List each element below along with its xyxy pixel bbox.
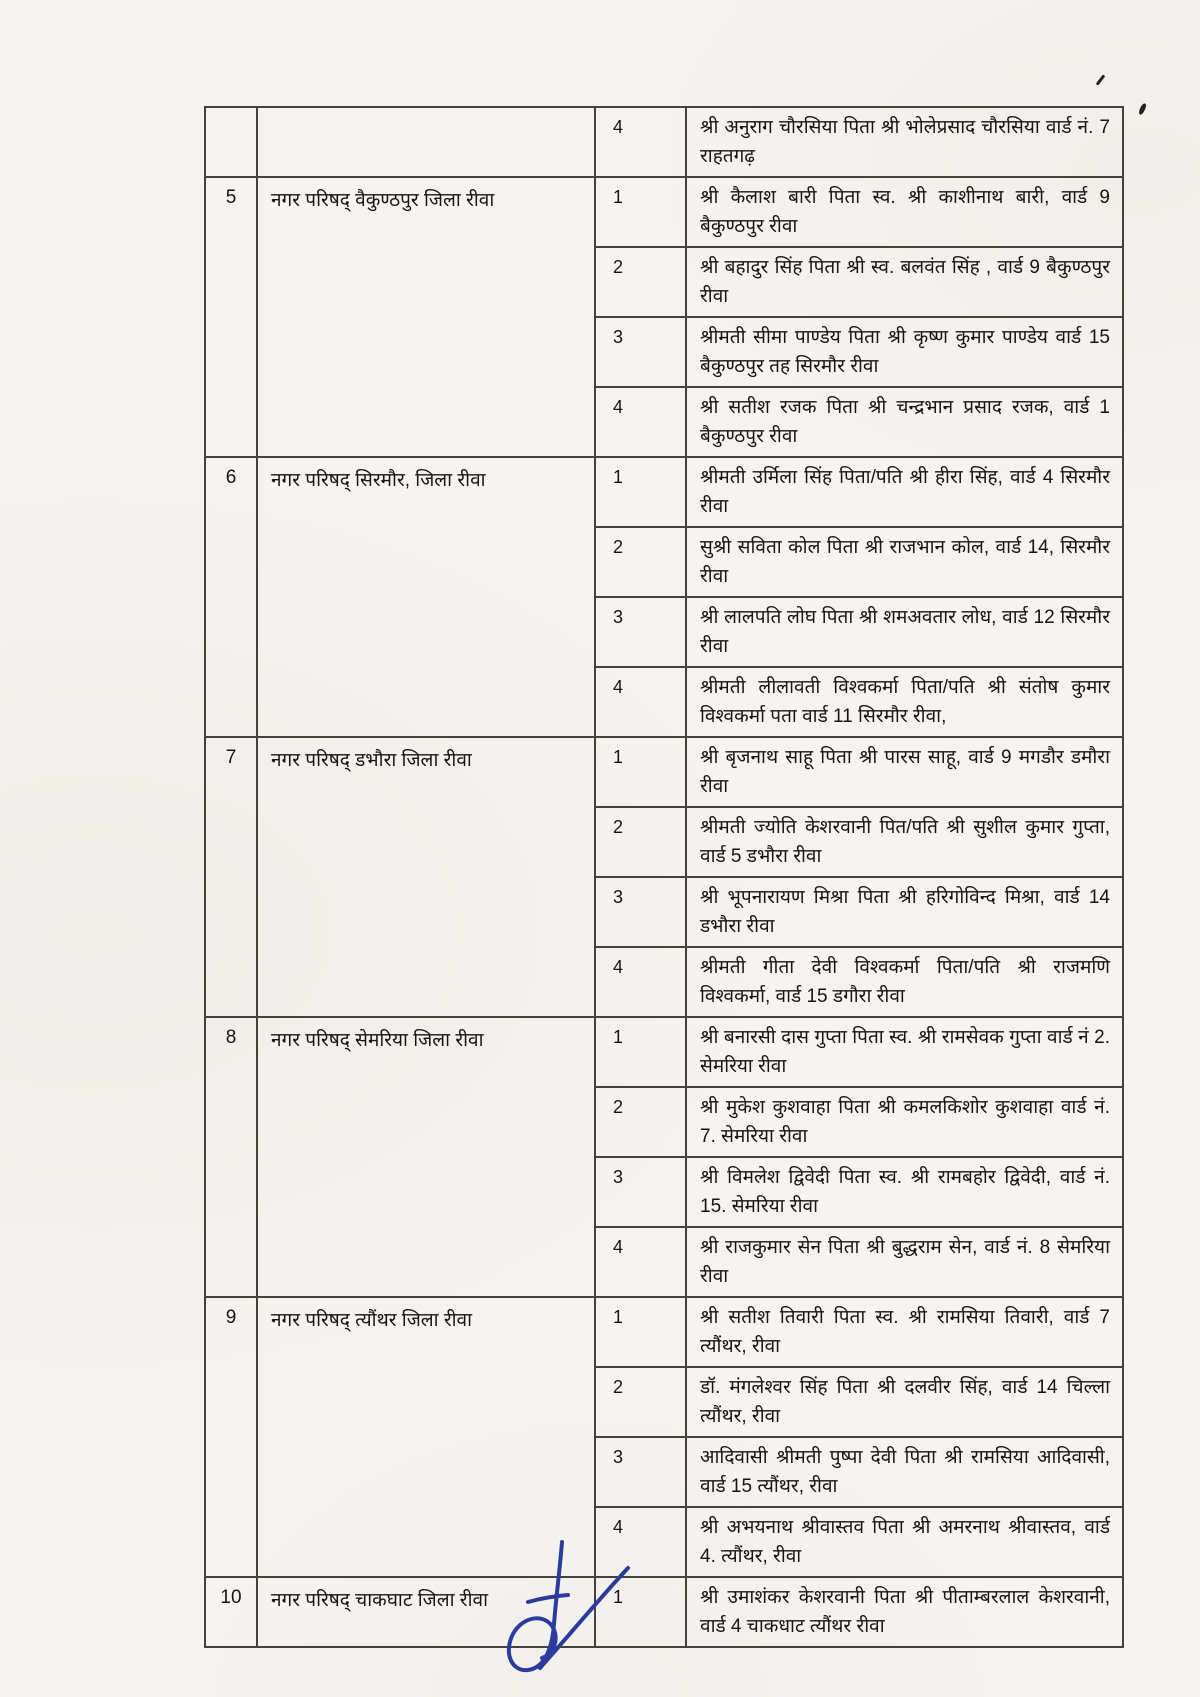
serial-cell: 6 bbox=[205, 457, 257, 737]
table-row bbox=[205, 737, 1123, 807]
member-no-cell: 3 bbox=[595, 317, 686, 387]
member-text-cell: श्रीमती गीता देवी विश्वकर्मा पिता/पति श्री राजमणि विश्वकर्मा, वार्ड 15 डगौरा रीवा bbox=[686, 947, 1123, 1017]
council-cell: नगर परिषद् डभौरा जिला रीवा bbox=[257, 737, 595, 1017]
member-no-cell: 1 bbox=[595, 737, 686, 807]
member-text-cell: श्री मुकेश कुशवाहा पिता श्री कमलकिशोर कुशवाहा वार्ड नं. 7. सेमरिया रीवा bbox=[686, 1087, 1123, 1157]
council-cell bbox=[257, 107, 595, 177]
pen-mark-icon bbox=[1096, 74, 1106, 85]
member-text-cell: श्री उमाशंकर केशरवानी पिता श्री पीताम्बरलाल केशरवानी, वार्ड 4 चाकधाट त्यौंथर रीवा bbox=[686, 1577, 1123, 1647]
serial-cell: 9 bbox=[205, 1297, 257, 1577]
signature-icon bbox=[470, 1538, 680, 1688]
member-no-cell: 3 bbox=[595, 597, 686, 667]
member-no-cell: 3 bbox=[595, 877, 686, 947]
member-text-cell: श्री लालपति लोघ पिता श्री शमअवतार लोध, वार्ड 12 सिरमौर रीवा bbox=[686, 597, 1123, 667]
member-text-cell: सुश्री सविता कोल पिता श्री राजभान कोल, वार्ड 14, सिरमौर रीवा bbox=[686, 527, 1123, 597]
council-cell: नगर परिषद् सेमरिया जिला रीवा bbox=[257, 1017, 595, 1297]
member-no-cell: 1 bbox=[595, 177, 686, 247]
member-text-cell: श्रीमती लीलावती विश्वकर्मा पिता/पति श्री संतोष कुमार विश्वकर्मा पता वार्ड 11 सिरमौर रीवा, bbox=[686, 667, 1123, 737]
member-no-cell: 1 bbox=[595, 1297, 686, 1367]
member-text-cell: श्रीमती ज्योति केशरवानी पित/पति श्री सुशील कुमार गुप्ता, वार्ड 5 डभौरा रीवा bbox=[686, 807, 1123, 877]
member-no-cell: 2 bbox=[595, 1087, 686, 1157]
member-text-cell: श्री बृजनाथ साहू पिता श्री पारस साहू, वार्ड 9 मगडौर डमौरा रीवा bbox=[686, 737, 1123, 807]
table-row bbox=[205, 457, 1123, 527]
member-text-cell: डॉ. मंगलेश्वर सिंह पिता श्री दलवीर सिंह, वार्ड 14 चिल्ला त्यौंथर, रीवा bbox=[686, 1367, 1123, 1437]
member-no-cell: 2 bbox=[595, 247, 686, 317]
member-text-cell: आदिवासी श्रीमती पुष्पा देवी पिता श्री रामसिया आदिवासी, वार्ड 15 त्यौंथर, रीवा bbox=[686, 1437, 1123, 1507]
member-no-cell: 3 bbox=[595, 1157, 686, 1227]
serial-cell: 10 bbox=[205, 1577, 257, 1647]
council-cell: नगर परिषद् सिरमौर, जिला रीवा bbox=[257, 457, 595, 737]
member-no-cell: 3 bbox=[595, 1437, 686, 1507]
member-no-cell: 4 bbox=[595, 107, 686, 177]
member-text-cell: श्री भूपनारायण मिश्रा पिता श्री हरिगोविन्द मिश्रा, वार्ड 14 डभौरा रीवा bbox=[686, 877, 1123, 947]
pen-mark-icon bbox=[1138, 103, 1147, 116]
member-no-cell: 4 bbox=[595, 387, 686, 457]
member-text-cell: श्रीमती उर्मिला सिंह पिता/पति श्री हीरा सिंह, वार्ड 4 सिरमौर रीवा bbox=[686, 457, 1123, 527]
council-cell: नगर परिषद् त्यौंथर जिला रीवा bbox=[257, 1297, 595, 1577]
member-no-cell: 4 bbox=[595, 1507, 686, 1577]
serial-cell: 7 bbox=[205, 737, 257, 1017]
member-no-cell: 4 bbox=[595, 667, 686, 737]
member-text-cell: श्री अनुराग चौरसिया पिता श्री भोलेप्रसाद चौरसिया वार्ड नं. 7 राहतगढ़ bbox=[686, 107, 1123, 177]
members-table bbox=[204, 106, 1124, 1648]
member-text-cell: श्री बनारसी दास गुप्ता पिता स्व. श्री रामसेवक गुप्ता वार्ड नं 2. सेमरिया रीवा bbox=[686, 1017, 1123, 1087]
member-text-cell: श्री सतीश रजक पिता श्री चन्द्रभान प्रसाद रजक, वार्ड 1 बैकुण्ठपुर रीवा bbox=[686, 387, 1123, 457]
council-cell: नगर परिषद् वैकुण्ठपुर जिला रीवा bbox=[257, 177, 595, 457]
council-cell: नगर परिषद् चाकघाट जिला रीवा bbox=[257, 1577, 595, 1647]
member-text-cell: श्री बहादुर सिंह पिता श्री स्व. बलवंत सिंह , वार्ड 9 बैकुण्ठपुर रीवा bbox=[686, 247, 1123, 317]
member-text-cell: श्री सतीश तिवारी पिता स्व. श्री रामसिया तिवारी, वार्ड 7 त्यौंथर, रीवा bbox=[686, 1297, 1123, 1367]
member-no-cell: 2 bbox=[595, 527, 686, 597]
member-no-cell: 2 bbox=[595, 807, 686, 877]
member-text-cell: श्री विमलेश द्विवेदी पिता स्व. श्री रामबहोर द्विवेदी, वार्ड नं. 15. सेमरिया रीवा bbox=[686, 1157, 1123, 1227]
member-no-cell: 2 bbox=[595, 1367, 686, 1437]
member-no-cell: 4 bbox=[595, 1227, 686, 1297]
serial-cell bbox=[205, 107, 257, 177]
member-no-cell: 1 bbox=[595, 1017, 686, 1087]
table-row bbox=[205, 177, 1123, 247]
member-text-cell: श्री राजकुमार सेन पिता श्री बुद्धराम सेन, वार्ड नं. 8 सेमरिया रीवा bbox=[686, 1227, 1123, 1297]
member-text-cell: श्रीमती सीमा पाण्डेय पिता श्री कृष्ण कुमार पाण्डेय वार्ड 15 बैकुण्ठपुर तह सिरमौर रीवा bbox=[686, 317, 1123, 387]
serial-cell: 8 bbox=[205, 1017, 257, 1297]
serial-cell: 5 bbox=[205, 177, 257, 457]
member-no-cell: 1 bbox=[595, 457, 686, 527]
table-row bbox=[205, 1017, 1123, 1087]
member-text-cell: श्री अभयनाथ श्रीवास्तव पिता श्री अमरनाथ श्रीवास्तव, वार्ड 4. त्यौंथर, रीवा bbox=[686, 1507, 1123, 1577]
member-no-cell: 4 bbox=[595, 947, 686, 1017]
member-text-cell: श्री कैलाश बारी पिता स्व. श्री काशीनाथ बारी, वार्ड 9 बैकुण्ठपुर रीवा bbox=[686, 177, 1123, 247]
table-row bbox=[205, 1297, 1123, 1367]
table-row bbox=[205, 107, 1123, 177]
member-no-cell: 1 bbox=[595, 1577, 686, 1647]
